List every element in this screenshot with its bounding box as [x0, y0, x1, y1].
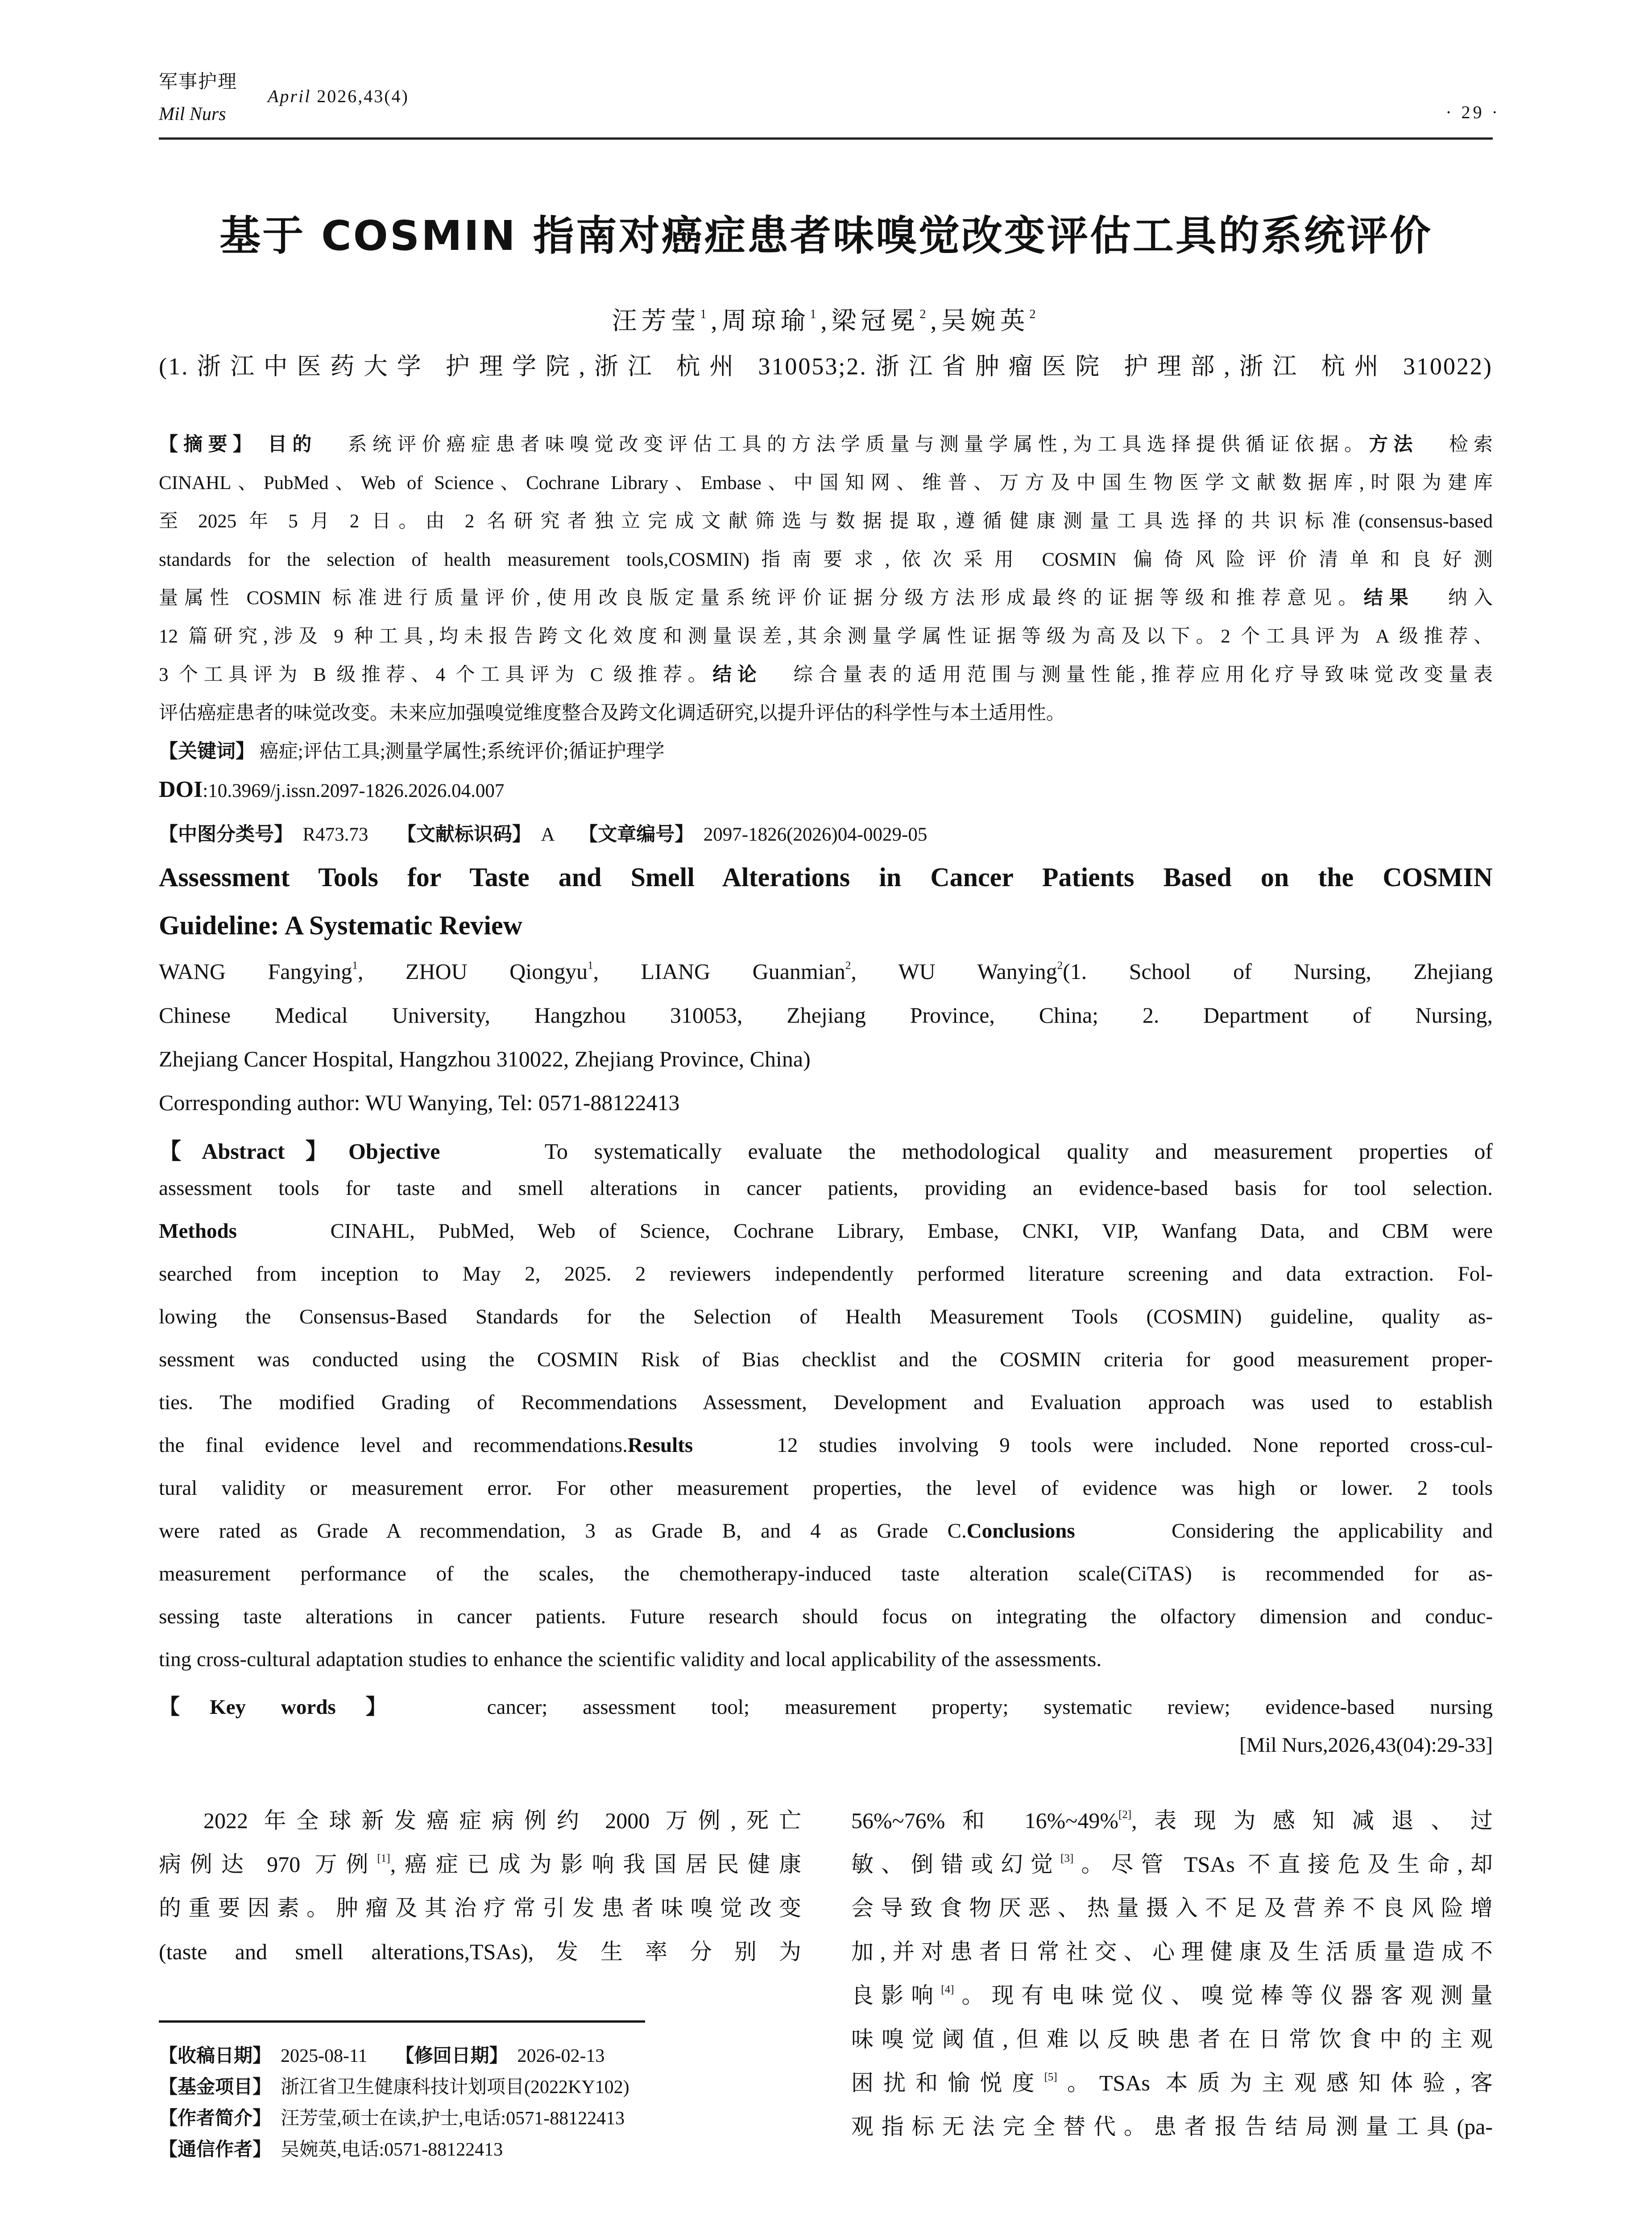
footnote-author — [159, 2103, 625, 2130]
issue-month: April — [268, 86, 311, 106]
body-line: (taste and smell alterations,TSAs),发生率分别为 — [159, 1939, 801, 1964]
abstract-cn-text: 纳入 — [1448, 588, 1493, 609]
abstract-en-text: 12 studies involving 9 tools were included. None reported cross-cul- — [777, 1434, 1493, 1457]
corresponding-label: 【通信作者】 — [159, 2138, 272, 2160]
article-no-label: 【文章编号】 — [579, 823, 694, 846]
body-text: 良影响 — [851, 1983, 941, 2008]
abstract-en-line — [159, 1219, 1493, 1243]
abstract-cn-line: 至 2025 年 5 月 2 日。由 2 名研究者独立完成文献筛选与数据提取,遵循健康测量工具选择的共识标准(consensus-based — [159, 511, 1493, 532]
keywords-en-text: cancer; assessment tool; measurement property; systematic review; evidence-based nursing — [487, 1696, 1493, 1719]
conclusion-label-cn: 结论 — [712, 663, 762, 686]
article-title-en-line1: Assessment Tools for Taste and Smell Alterations in Cancer Patients Based on the COSMIN — [159, 863, 1493, 892]
objective-label-cn: 目的 — [268, 433, 317, 456]
author-list-cn: 汪芳莹$^1$,周琼瑜$^1$,梁冠冕$^2$,吴婉英$^2$ — [612, 307, 1040, 335]
fund-label: 【基金项目】 — [159, 2076, 272, 2098]
affiliation-en-line: Chinese Medical University, Hangzhou 310053, Zhejiang Province, China; 2. Department of Nursing, — [159, 1003, 1493, 1028]
corresponding-text: 吴婉英,电话:0571-88122413 — [281, 2140, 503, 2160]
body-text: ,癌症已成为影响我国居民健康 — [390, 1852, 802, 1877]
author-name: 吴婉英 — [941, 307, 1030, 335]
abstract-en-text: were rated as Grade A recommendation, 3 as Grade B, and 4 as Grade C. — [159, 1519, 967, 1543]
body-line: 观指标无法完全替代。患者报告结局测量工具(pa- — [851, 2114, 1493, 2139]
keywords-cn — [159, 736, 1493, 763]
abstract-cn-line: standards for the selection of health measurement tools,COSMIN)指南要求,依次采用 COSMIN 偏倚风险评价清单和良好测 — [159, 549, 1493, 570]
article-title-cn: 基于 COSMIN 指南对癌症患者味嗅觉改变评估工具的系统评价 — [219, 212, 1433, 260]
abstract-en-text: Considering the applicability and — [1172, 1519, 1493, 1543]
author-affil-sup: 2 — [1029, 307, 1040, 321]
author-list-en — [159, 958, 1493, 984]
doi-value: :10.3969/j.issn.2097-1826.2026.04.007 — [203, 780, 505, 801]
body-line: 加,并对患者日常社交、心理健康及生活质量造成不 — [851, 1939, 1493, 1964]
author-affil-sup: 1 — [352, 959, 358, 972]
abstract-en-text: CINAHL, PubMed, Web of Science, Cochrane Library, Embase, CNKI, VIP, Wanfang Data, and CBM were — [330, 1219, 1493, 1243]
reference-marker: [2] — [1118, 1808, 1132, 1821]
body-text: 。尽管 TSAs 不直接危及生命,却 — [1073, 1852, 1493, 1877]
footnote-rule — [159, 2020, 645, 2023]
author-name-en: , WU Wanying — [851, 959, 1057, 984]
keywords-cn-label: 【关键词】 — [159, 740, 255, 763]
author-name-en: , LIANG Guanmian — [593, 959, 845, 984]
issue-date — [268, 86, 409, 107]
clc-value: R473.73 — [302, 824, 368, 845]
body-line: 会导致食物厌恶、热量摄入不足及营养不良风险增 — [851, 1895, 1493, 1920]
reference-marker: [3] — [1060, 1852, 1074, 1865]
author-affil-sup: 2 — [1057, 959, 1063, 972]
abstract-cn-line: 12 篇研究,涉及 9 种工具,均未报告跨文化效度和测量误差,其余测量学属性证据等级为高及以下。2 个工具评为 A 级推荐、 — [159, 626, 1493, 647]
affiliation-en-line: Zhejiang Cancer Hospital, Hangzhou 310022, Zhejiang Province, China) — [159, 1046, 811, 1071]
abstract-en-text: the final evidence level and recommendations. — [159, 1434, 628, 1457]
body-text: 。现有电味觉仪、嗅觉棒等仪器客观测量 — [954, 1983, 1493, 2008]
clc-label: 【中图分类号】 — [159, 823, 293, 846]
page-number: · 29 · — [1445, 102, 1500, 122]
abstract-cn-line: 评估癌症患者的味觉改变。未来应加强嗅觉维度整合及跨文化调适研究,以提升评估的科学性与本土适用性。 — [159, 703, 1065, 724]
results-label-en: Results — [627, 1434, 693, 1457]
author-name-en: , ZHOU Qiongyu — [357, 959, 588, 984]
body-line: 2022 年全球新发癌症病例约 2000 万例,死亡 — [203, 1808, 801, 1833]
abstract-cn-text: 系统评价癌症患者味嗅觉改变评估工具的方法学质量与测量学属性,为工具选择提供循证依据。 — [348, 434, 1369, 455]
abstract-en-label: 【Abstract】 — [159, 1139, 348, 1164]
classification — [159, 819, 1493, 846]
abstract-cn-text: 3 个工具评为 B 级推荐、4 个工具评为 C 级推荐。 — [159, 664, 713, 685]
journal-name-en: Mil Nurs — [159, 104, 226, 124]
reference-marker: [4] — [941, 1983, 954, 1996]
doc-code-label: 【文献标识码】 — [397, 823, 531, 846]
article-no-value: 2097-1826(2026)04-0029-05 — [703, 824, 927, 845]
received-label: 【收稿日期】 — [159, 2044, 272, 2066]
body-right-column — [851, 1803, 1493, 2160]
footnote-corresponding — [159, 2135, 503, 2161]
author-name-en: WANG Fangying — [159, 959, 352, 984]
methods-label-cn: 方法 — [1369, 433, 1418, 456]
abstract-cn-line — [159, 429, 1493, 456]
body-text: 病例达 970 万例 — [159, 1852, 377, 1877]
body-line — [851, 2065, 1493, 2097]
body-line: 的重要因素。肿瘤及其治疗常引发患者味嗅觉改变 — [159, 1895, 801, 1920]
abstract-en-line: ting cross-cultural adaptation studies to enhance the scientific validity and local applicability of the assessments. — [159, 1648, 1102, 1671]
body-line — [851, 1803, 1493, 1835]
abstract-en-line: lowing the Consensus-Based Standards for the Selection of Health Measurement Tools (COSMIN) guideline, quality as- — [159, 1305, 1493, 1328]
body-line — [851, 1978, 1493, 2010]
author-affil-sup: 2 — [919, 307, 931, 321]
abstract-en-line: ties. The modified Grading of Recommendations Assessment, Development and Evaluation approach was used to establish — [159, 1391, 1493, 1414]
abstract-en-line: sessment was conducted using the COSMIN Risk of Bias checklist and the COSMIN criteria for good measurement proper- — [159, 1348, 1493, 1371]
abstract-en-line: sessing taste alterations in cancer patients. Future research should focus on integrating the olfactory dimension and conduc- — [159, 1605, 1493, 1628]
reference-marker: [1] — [377, 1852, 390, 1865]
methods-label-en: Methods — [159, 1219, 237, 1243]
journal-name-cn: 军事护理 — [159, 72, 238, 92]
body-left-column — [159, 1803, 801, 2008]
body-text: 敏、倒错或幻觉 — [851, 1852, 1061, 1877]
conclusions-label-en: Conclusions — [966, 1519, 1075, 1543]
doi — [159, 776, 1493, 803]
author-bio-text: 汪芳莹,硕士在读,护士,电话:0571-88122413 — [281, 2108, 625, 2129]
doc-code-value: A — [541, 824, 555, 845]
citation: [Mil Nurs,2026,43(04):29-33] — [1239, 1733, 1493, 1757]
objective-label-en: Objective — [348, 1139, 440, 1164]
abstract-en-text: To systematically evaluate the methodological quality and measurement properties of — [544, 1139, 1493, 1164]
doi-label: DOI — [159, 777, 203, 802]
abstract-en-line: assessment tools for taste and smell alterations in cancer patients, providing an evidence-based basis for tool selection. — [159, 1177, 1493, 1200]
body-text: 。TSAs 本质为主观感知体验,客 — [1057, 2070, 1493, 2095]
abstract-en-line: tural validity or measurement error. For other measurement properties, the level of evidence was high or lower. 2 tools — [159, 1476, 1493, 1500]
author-bio-label: 【作者简介】 — [159, 2107, 272, 2129]
affiliation-en: (1. School of Nursing, Zhejiang — [1063, 959, 1493, 984]
fund-text: 浙江省卫生健康科技计划项目(2022KY102) — [281, 2077, 629, 2098]
issue-volume: 2026,43(4) — [317, 86, 409, 106]
abstract-cn-text: 检索 — [1449, 434, 1493, 455]
abstract-cn-text: 量属性 COSMIN 标准进行质量评价,使用改良版定量系统评价证据分级方法形成最终的证据等级和推荐意见。 — [159, 588, 1364, 609]
author-affil-sup: 1 — [700, 307, 711, 321]
author-affil-sup: 2 — [845, 959, 851, 972]
body-line: 味嗅觉阈值,但难以反映患者在日常饮食中的主观 — [851, 2027, 1493, 2052]
abstract-cn-line — [159, 659, 1493, 687]
author-name: 梁冠冕 — [831, 307, 920, 335]
abstract-en-line — [159, 1519, 1493, 1543]
author-affil-sup: 1 — [588, 959, 593, 972]
abstract-en-line: measurement performance of the scales, the chemotherapy-induced taste alteration scale(CiTAS) is recommended for as- — [159, 1562, 1493, 1585]
keywords-en — [159, 1690, 1493, 1720]
body-line — [851, 1846, 1493, 1879]
footnote-dates — [159, 2041, 604, 2068]
author-name: 汪芳莹 — [612, 307, 700, 335]
keywords-en-label: 【Key words】 — [159, 1696, 417, 1719]
abstract-cn-label: 【摘要】 — [159, 433, 258, 456]
abstract-en-line — [159, 1133, 1493, 1165]
author-name: 周琼瑜 — [721, 307, 810, 335]
article-title-en-line2: Guideline: A Systematic Review — [159, 911, 522, 940]
footnote-fund — [159, 2072, 629, 2099]
header-rule — [159, 137, 1493, 140]
body-text: 56%~76%和 16%~49% — [851, 1808, 1118, 1833]
abstract-cn-text: 综合量表的适用范围与测量性能,推荐应用化疗导致味觉改变量表 — [793, 664, 1493, 685]
body-text: ,表现为感知减退、过 — [1131, 1808, 1493, 1833]
abstract-cn-line: CINAHL、PubMed、Web of Science、Cochrane Library、Embase、中国知网、维普、万方及中国生物医学文献数据库,时限为建库 — [159, 473, 1493, 493]
revised-date: 2026-02-13 — [517, 2046, 605, 2066]
body-line — [159, 1846, 801, 1879]
corresponding-author-en: Corresponding author: WU Wanying, Tel: 0571-88122413 — [159, 1090, 680, 1115]
author-affil-sup: 1 — [810, 307, 821, 321]
keywords-cn-text: 癌症;评估工具;测量学属性;系统评价;循证护理学 — [259, 741, 665, 762]
abstract-en-line: searched from inception to May 2, 2025. 2 reviewers independently performed literature screening and data extraction. Fol- — [159, 1262, 1493, 1286]
affiliation-cn: (1.浙江中医药大学 护理学院,浙江 杭州 310053;2.浙江省肿瘤医院 护理部,浙江 杭州 310022) — [159, 353, 1493, 380]
body-text: 困扰和愉悦度 — [851, 2070, 1044, 2095]
reference-marker: [5] — [1044, 2071, 1057, 2083]
revised-label: 【修回日期】 — [395, 2044, 508, 2066]
abstract-cn-line — [159, 583, 1493, 610]
abstract-en-line — [159, 1433, 1493, 1457]
results-label-cn: 结果 — [1363, 587, 1415, 609]
received-date: 2025-08-11 — [281, 2046, 368, 2066]
